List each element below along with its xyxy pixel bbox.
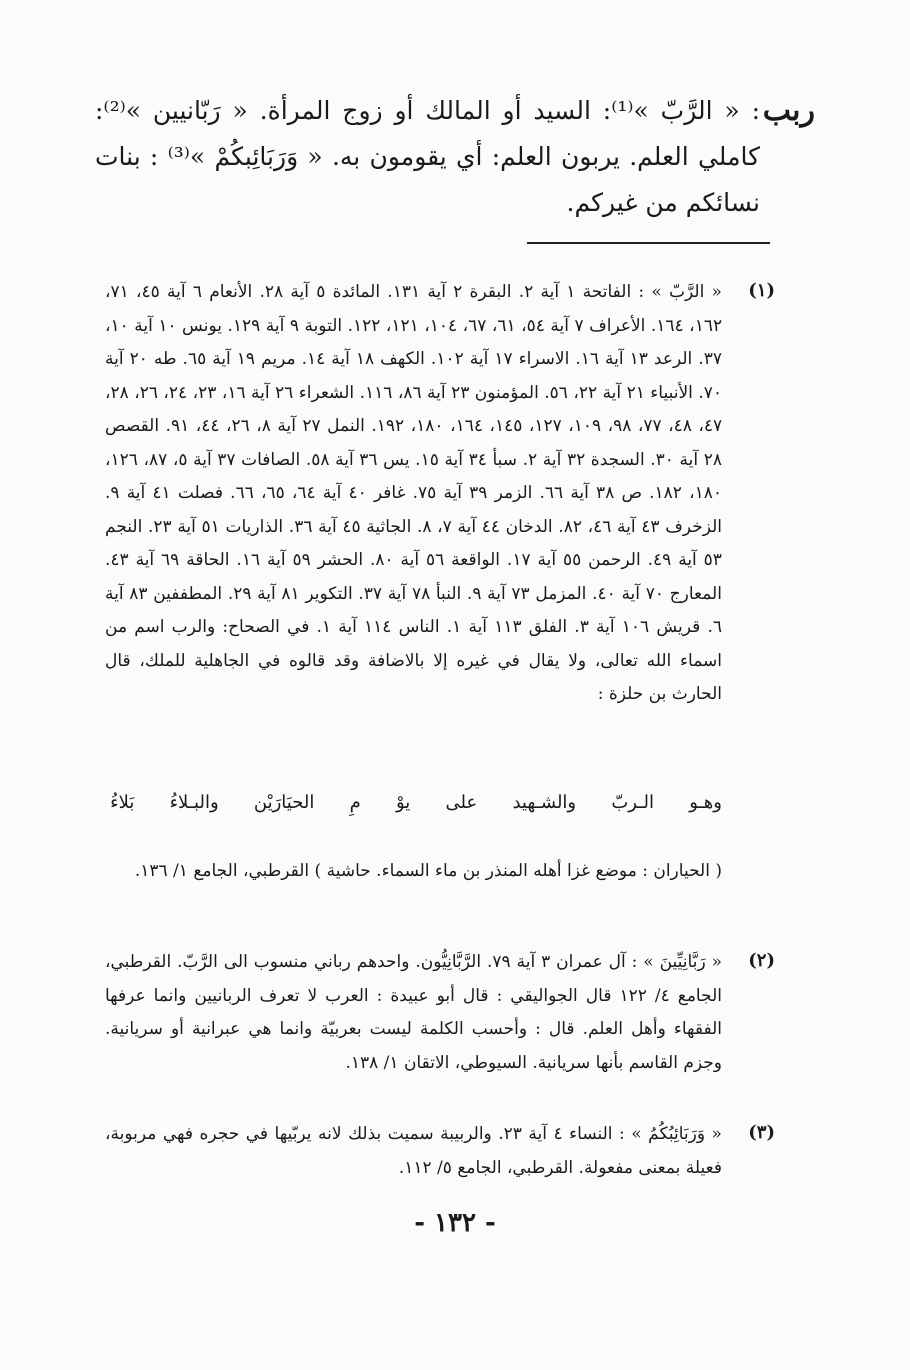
poetry-verse (110, 792, 722, 813)
verse-word: وهـو (689, 792, 722, 813)
footnote-separator (527, 242, 770, 244)
verse-word: الـربّ (611, 792, 654, 813)
page-number: - ١٣٢ - (414, 1208, 496, 1238)
root-word: ربب (762, 93, 815, 128)
footnote-1 (105, 276, 722, 712)
footnote-number-2: (٢) (748, 950, 775, 971)
footnote-number-3: (٣) (748, 1122, 775, 1143)
verse-note (110, 855, 722, 888)
verse-word: الحيَارَيْن (253, 792, 315, 813)
footnote-3 (105, 1118, 722, 1185)
verse-word: مِ (349, 792, 361, 813)
footnote-3-text: « وَرَبَائِبُكُمُ » : النساء ٤ آية ٢٣. والربيبة سميت بذلك لانه يربّيها في حجره فهي مربوبة، فعيلة بمعنى مفعولة. القرطبي، الجامع ٥/ ١١٢. (105, 1124, 722, 1178)
footnote-2-text: « رَبَّانِيِّينَ » : آل عمران ٣ آية ٧٩. الرَّبَّانِيُّون. واحدهم رباني منسوب الى الرَّبّ. القرطبي، الجامع ٤/ ١٢٢ قال الجواليقي : قال أبو عبيدة : العرب لا تعرف الربانيين وانما عرفها الفقهاء وأهل العلم. قال : وأحسب الكلمة ليست بعربيّة وانما هي عبرانية أو سريانية. وجزم القاسم بأنها سريانية. السيوطي، الاتقان ١/ ١٣٨. (105, 952, 722, 1073)
footnote-2 (105, 946, 722, 1080)
verse-word: يوْ (395, 792, 411, 813)
entry-definition (95, 88, 760, 226)
verse-word: والبـلاءُ (169, 792, 219, 813)
footnote-number-1: (١) (748, 280, 775, 301)
verse-word: بَلاءُ (110, 792, 135, 813)
verse-note-text: ( الحياران : موضع غزا أهله المنذر بن ماء السماء. حاشية ) القرطبي، الجامع ١/ ١٣٦. (134, 861, 722, 881)
footnote-1-text: « الرَّبّ » : الفاتحة ١ آية ٢. البقرة ٢ آية ١٣١. المائدة ٥ آية ٢٨. الأنعام ٦ آية ٤٥، ٧١، ١٦٢، ١٦٤. الأعراف ٧ آية ٥٤، ٦١، ٦٧، ١٠٤، ١٢١، ١٢٢. التوبة ٩ آية ١٢٩. يونس ١٠ آية ١٠، ٣٧. الرعد ١٣ آية ١٦. الاسراء ١٧ آية ١٠٢. الكهف ١٨ آية ١٤. مريم ١٩ آية ٦٥. طه ٢٠ آية ٧٠. الأنبياء ٢١ آية ٢٢، ٥٦. المؤمنون ٢٣ آية ٨٦، ١١٦. الشعراء ٢٦ آية ١٦، ٢٣، ٢٤، ٢٦، ٢٨، ٤٧، ٤٨، ٧٧، ٩٨، ١٠٩، ١٢٧، ١٤٥، ١٦٤، ١٨٠، ١٩٢. النمل ٢٧ آية ٨، ٢٦، ٤٤، ٩١. القصص ٢٨ آية ٣٠. السجدة ٣٢ آية ٢. سبأ ٣٤ آية ١٥. يس ٣٦ آية ٥٨. الصافات ٣٧ آية ٥، ٨٧، ١٢٦، ١٨٠، ١٨٢. ص ٣٨ آية ٦٦. الزمر ٣٩ آية ٧٥. غافر ٤٠ آية ٦٤، ٦٥، ٦٦. فصلت ٤١ آية ٩. الزخرف ٤٣ آية ٤٦، ٨٢. الدخان ٤٤ آية ٧، ٨. الجاثية ٤٥ آية ٣٦. الذاريات ٥١ آية ٢٣. النجم ٥٣ آية ٤٩. الرحمن ٥٥ آية ١٧. الواقعة ٥٦ آية ٨٠. الحشر ٥٩ آية ١٦. الحاقة ٦٩ آية ٤٣. المعارج ٧٠ آية ٤٠. المزمل ٧٣ آية ٩. النبأ ٧٨ آية ٣٧. التكوير ٨١ آية ٢٩. المطففين ٨٣ آية ٦. قريش ١٠٦ آية ٣. الفلق ١١٣ آية ١. الناس ١١٤ آية ١. في الصحاح: والرب اسم من اسماء الله تعالى، ولا يقال في غيره إلا بالاضافة وقد قالوه في الجاهلية للملك، قال الحارث بن حلزة : (105, 282, 723, 704)
verse-word: والشـهيد (512, 792, 577, 813)
verse-word: على (445, 792, 478, 813)
entry-text: : « الرَّبّ »⁽¹⁾: السيد أو المالك أو زوج المرأة. « رَبّانيين »⁽²⁾: كاملي العلم. يربون العلم: أي يقومون به. « وَرَبَائِبكُمْ »⁽³⁾ : بنات نسائكم من غيركم. (95, 96, 760, 217)
